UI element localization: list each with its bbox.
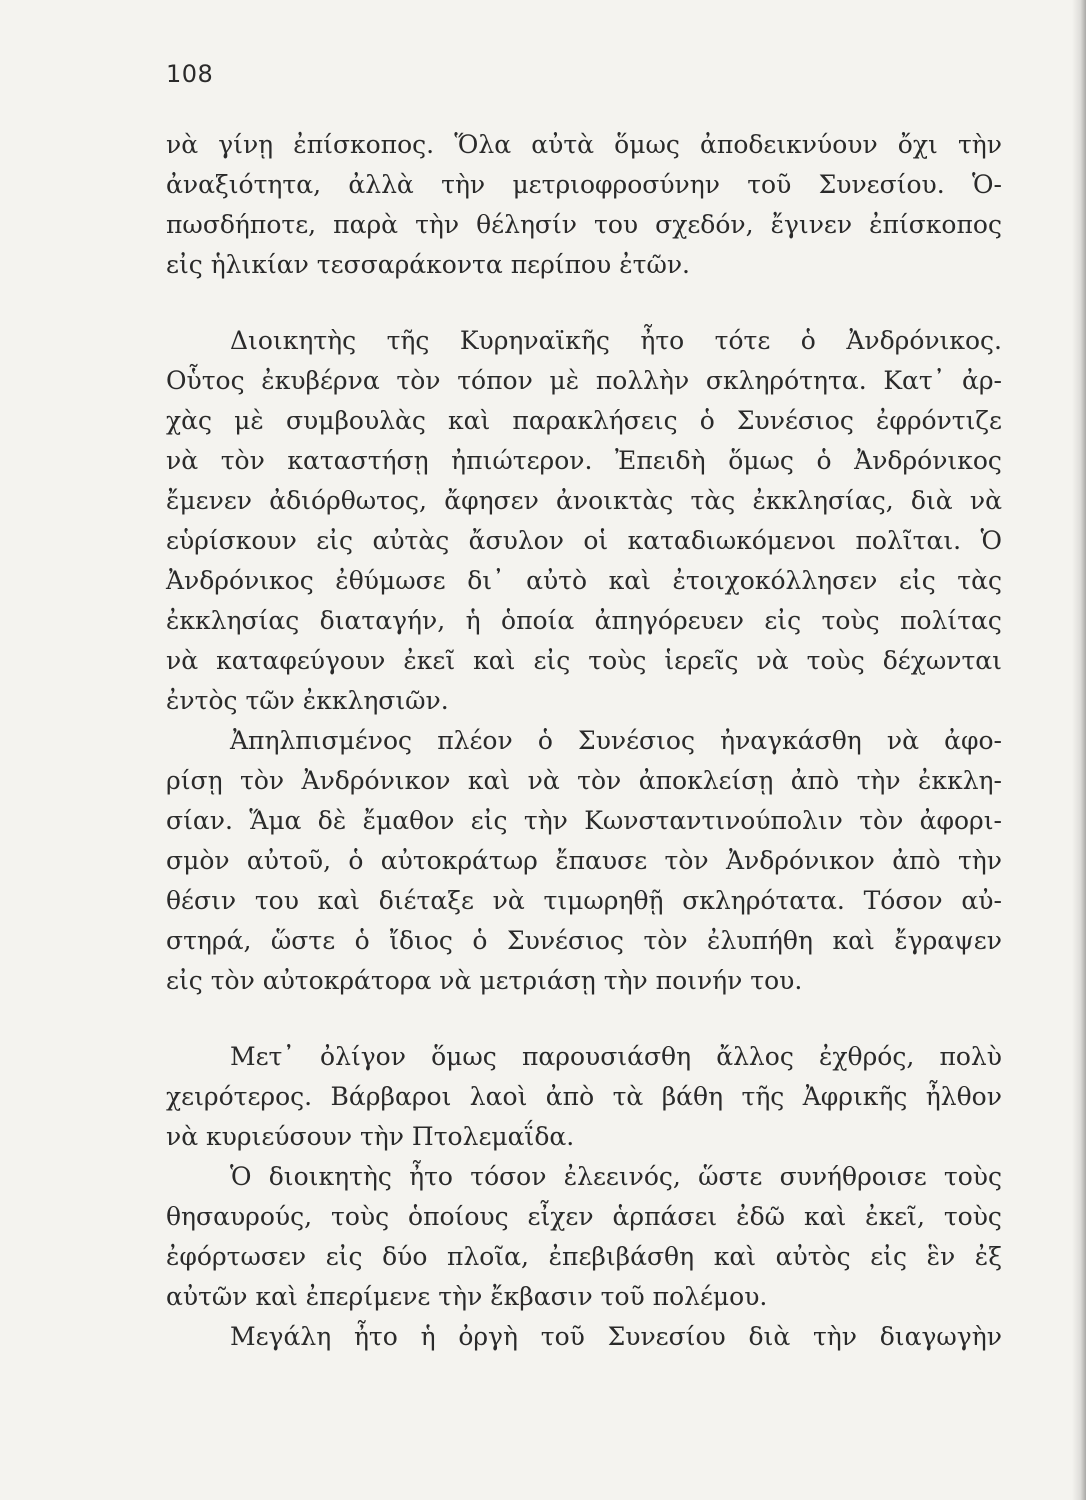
text-line: Μεγάλη ἦτο ἡ ὀργὴ τοῦ Συνεσίου διὰ τὴν διαγωγὴν: [230, 1322, 1002, 1351]
text-line: αὐτῶν καὶ ἐπερίμενε τὴν ἔκβασιν τοῦ πολέμου.: [166, 1282, 768, 1311]
text-line: ρίσῃ τὸν Ἀνδρόνικον καὶ νὰ τὸν ἀποκλείσῃ ἀπὸ τὴν ἐκκλη-: [166, 766, 1002, 795]
paragraph-gap: [166, 1001, 1002, 1037]
text-line: ἀναξιότητα, ἀλλὰ τὴν μετριοφροσύνην τοῦ Συνεσίου. Ὁ-: [166, 170, 1002, 199]
text-line: ἐντὸς τῶν ἐκκλησιῶν.: [166, 686, 449, 715]
text-line: εὑρίσκουν εἰς αὐτὰς ἄσυλον οἱ καταδιωκόμενοι πολῖται. Ὁ: [166, 526, 1002, 555]
text-line: Ὁ διοικητὴς ἦτο τόσον ἐλεεινός, ὥστε συνήθροισε τοὺς: [230, 1162, 1002, 1191]
text-line: Ἀνδρόνικος ἐθύμωσε δι᾿ αὐτὸ καὶ ἐτοιχοκόλλησεν εἰς τὰς: [166, 566, 1002, 595]
text-line: νὰ καταφεύγουν ἐκεῖ καὶ εἰς τοὺς ἱερεῖς νὰ τοὺς δέχωνται: [166, 646, 1002, 675]
text-line: ἐκκλησίας διαταγήν, ἡ ὁποία ἀπηγόρευεν εἰς τοὺς πολίτας: [166, 606, 1002, 635]
text-line: νὰ τὸν καταστήσῃ ἠπιώτερον. Ἐπειδὴ ὅμως ὁ Ἀνδρόνικος: [166, 446, 1002, 475]
paragraph-gap: [166, 285, 1002, 321]
text-line: στηρά, ὥστε ὁ ἴδιος ὁ Συνέσιος τὸν ἐλυπήθη καὶ ἔγραψεν: [166, 926, 1002, 955]
page-number: 108: [166, 60, 214, 88]
text-line: Διοικητὴς τῆς Κυρηναϊκῆς ἦτο τότε ὁ Ἀνδρόνικος.: [230, 326, 1002, 355]
text-line: νὰ γίνῃ ἐπίσκοπος. Ὅλα αὐτὰ ὅμως ἀποδεικνύουν ὄχι τὴν: [166, 130, 1002, 159]
text-line: Οὗτος ἐκυβέρνα τὸν τόπον μὲ πολλὴν σκληρότητα. Κατ᾿ ἀρ-: [166, 366, 1002, 395]
text-line: Ἀπηλπισμένος πλέον ὁ Συνέσιος ἠναγκάσθη νὰ ἀφο-: [230, 726, 1002, 755]
text-line: νὰ κυριεύσουν τὴν Πτολεμαΐδα.: [166, 1122, 575, 1151]
text-line: ἐφόρτωσεν εἰς δύο πλοῖα, ἐπεβιβάσθη καὶ αὐτὸς εἰς ἓν ἐξ: [166, 1242, 1002, 1271]
text-line: σμὸν αὐτοῦ, ὁ αὐτοκράτωρ ἔπαυσε τὸν Ἀνδρόνικον ἀπὸ τὴν: [166, 846, 1002, 875]
body-text: [166, 125, 1002, 1357]
text-line: εἰς τὸν αὐτοκράτορα νὰ μετριάσῃ τὴν ποινήν του.: [166, 966, 803, 995]
text-line: Μετ᾿ ὀλίγον ὅμως παρουσιάσθη ἄλλος ἐχθρός, πολὺ: [230, 1042, 1002, 1071]
text-line: χὰς μὲ συμβουλὰς καὶ παρακλήσεις ὁ Συνέσιος ἐφρόντιζε: [166, 406, 1002, 435]
page-edge-shadow: [1072, 0, 1086, 1500]
text-line: ἔμενεν ἀδιόρθωτος, ἄφησεν ἀνοικτὰς τὰς ἐκκλησίας, διὰ νὰ: [166, 486, 1002, 515]
text-line: θησαυρούς, τοὺς ὁποίους εἶχεν ἁρπάσει ἐδῶ καὶ ἐκεῖ, τοὺς: [166, 1202, 1002, 1231]
text-line: θέσιν του καὶ διέταξε νὰ τιμωρηθῇ σκληρότατα. Τόσον αὐ-: [166, 886, 1002, 915]
text-line: σίαν. Ἅμα δὲ ἔμαθον εἰς τὴν Κωνσταντινούπολιν τὸν ἀφορι-: [166, 806, 1002, 835]
text-line: χειρότερος. Βάρβαροι λαοὶ ἀπὸ τὰ βάθη τῆς Ἀφρικῆς ἦλθον: [166, 1082, 1002, 1111]
text-line: πωσδήποτε, παρὰ τὴν θέλησίν του σχεδόν, ἔγινεν ἐπίσκοπος: [166, 210, 1002, 239]
text-line: εἰς ἡλικίαν τεσσαράκοντα περίπου ἐτῶν.: [166, 250, 690, 279]
